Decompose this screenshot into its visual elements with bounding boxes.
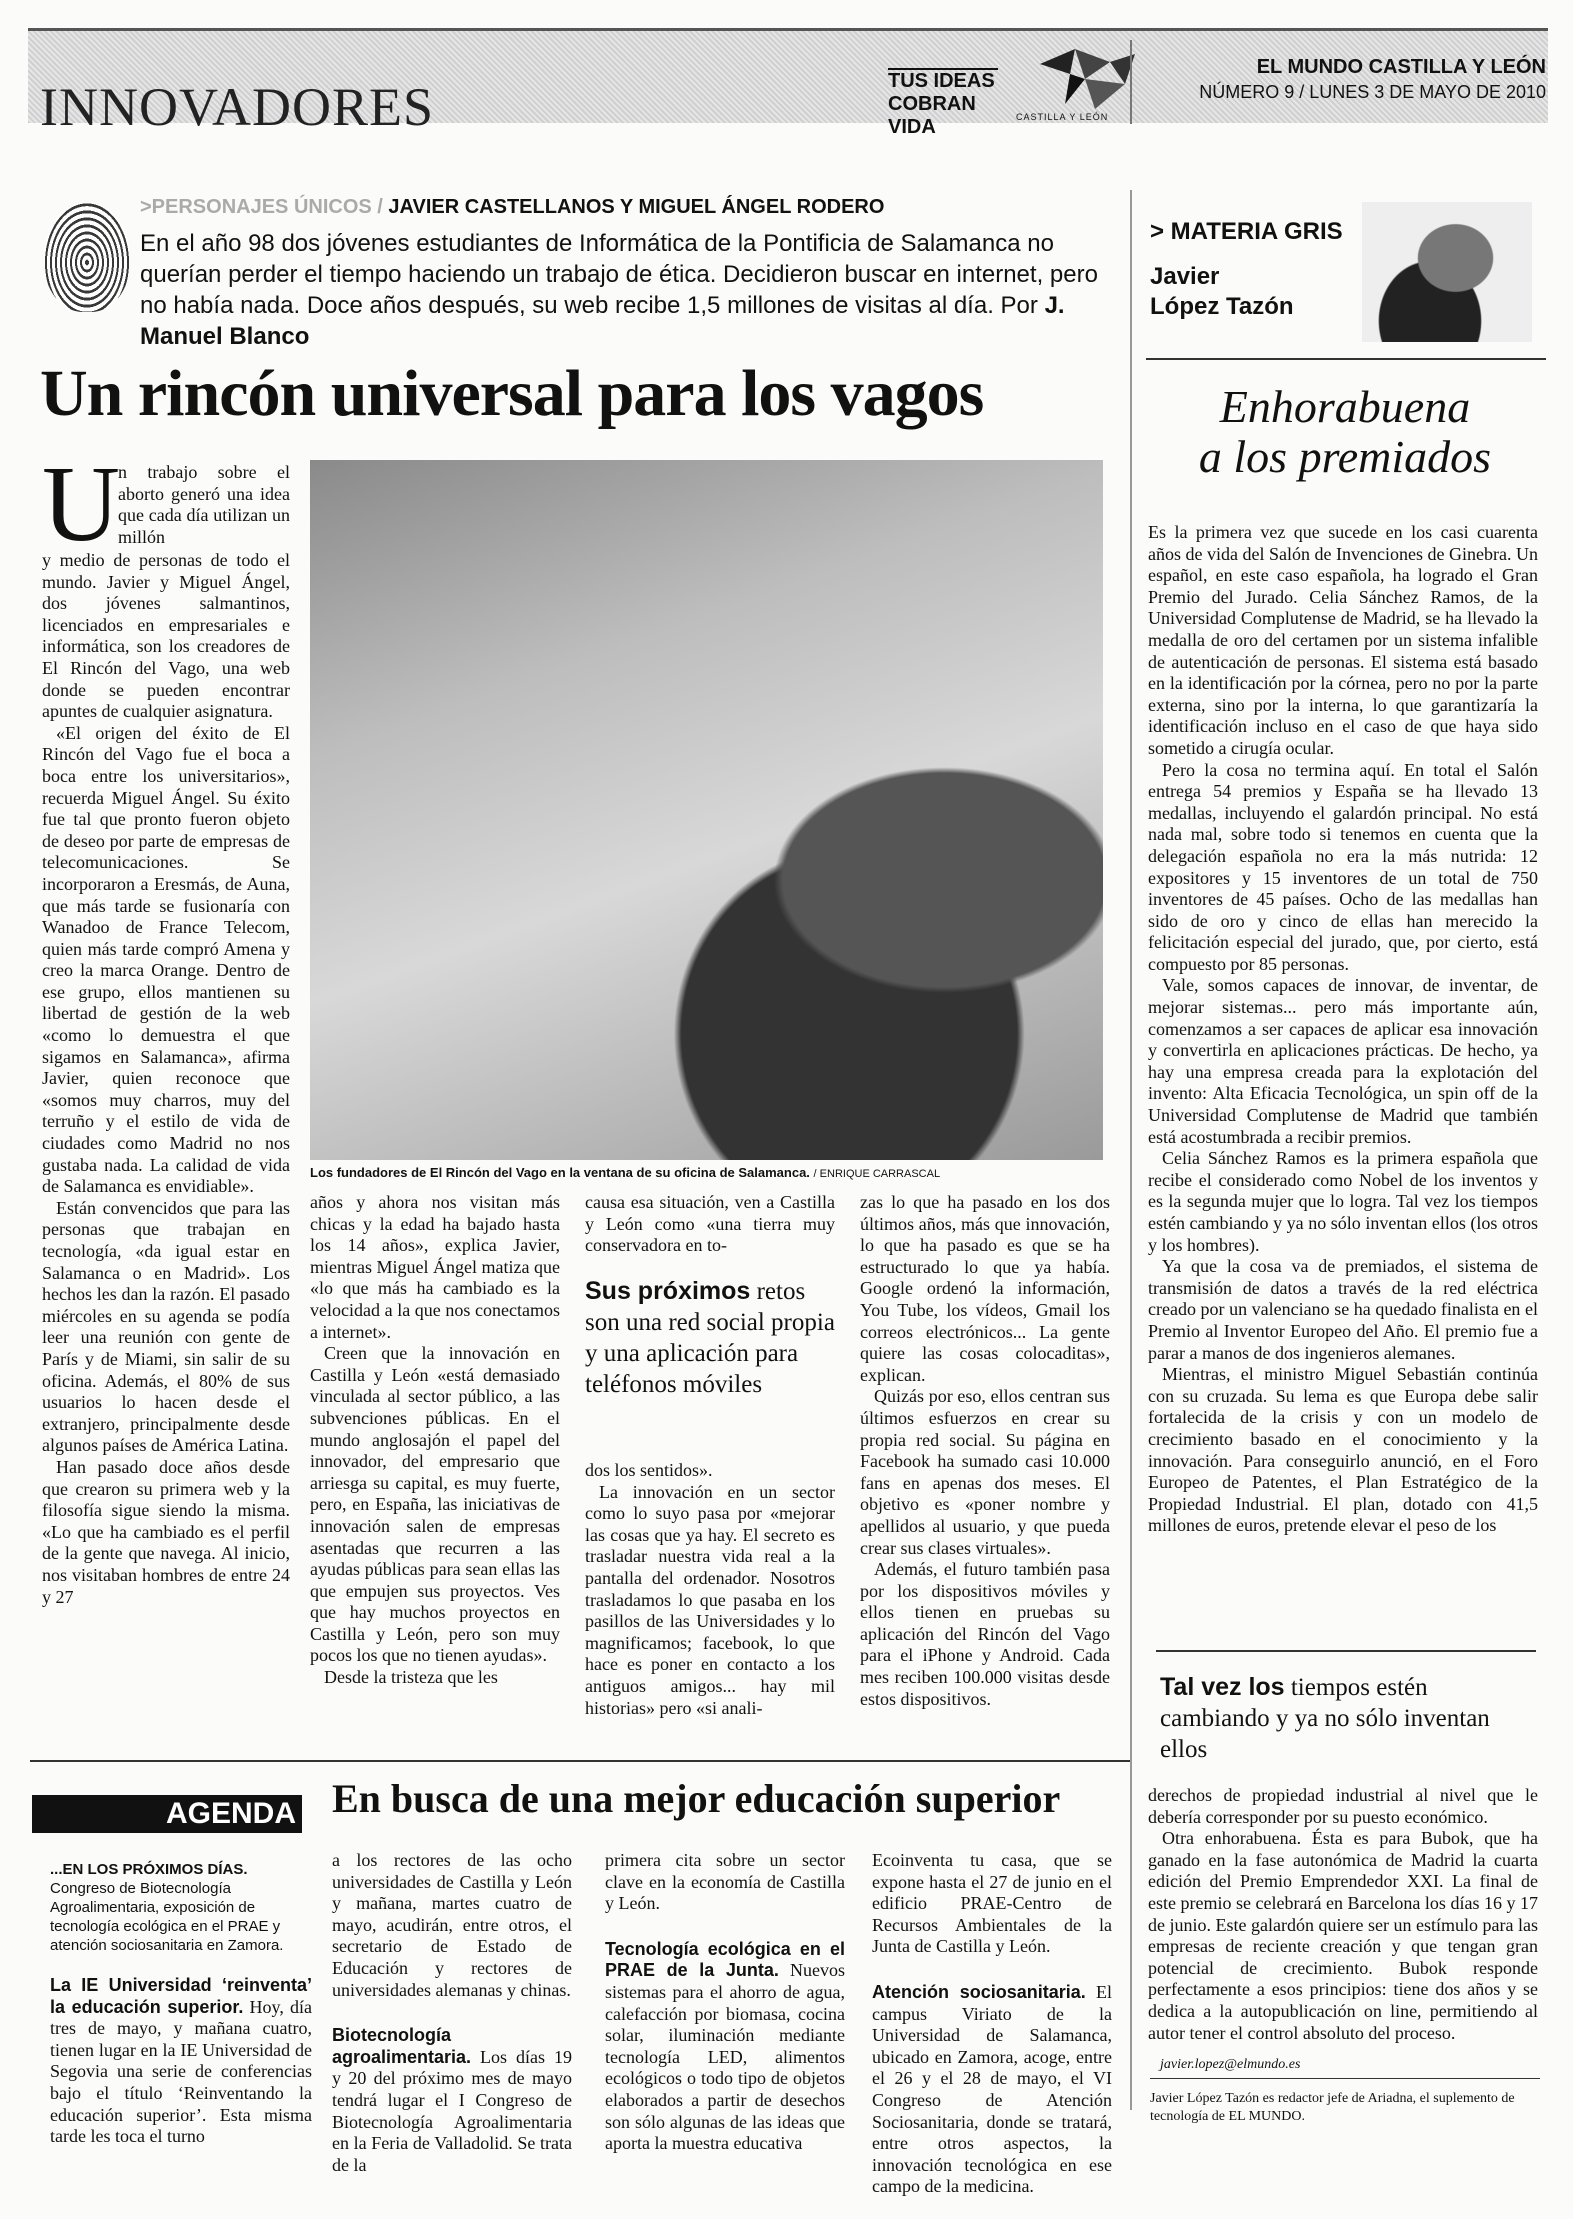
article-column-3: [585, 1192, 835, 1257]
paragraph: Vale, somos capaces de innovar, de inventar, de mejorar sistemas... pero más importante aún, comenzamos a ser capaces de aplicar esa innovación y convertirla en aplicaciones prácticas. De hecho, ya hay una empresa creada para la explotación del invento: Alta Eficacia Tecnológica, un spin off de la Universidad Complutense de Madrid que también está acostumbrada a recibir premios.: [1148, 975, 1538, 1147]
paragraph: Mientras, el ministro Miguel Sebastián continúa con su cruzada. Su lema es que Europa debe salir fortalecida de la crisis y con un modelo de crecimiento basado en el conocimiento y la innovación. Para conseguirlo anunció, en el Foro Europeo de Patentes, el Plan Estratégico de la Propiedad Industrial. El plan, dotado con 41,5 millones de euros, pretende elevar el peso de los: [1148, 1364, 1538, 1536]
author-photo: [1362, 202, 1532, 342]
pull-quote-text: retos son una red social propia y una aplicación para teléfonos móviles: [585, 1278, 835, 1398]
paragraph: Han pasado doce años desde que crearon su primera web y la filosofía sigue siendo la misma. «Lo que ha cambiado es el perfil de la gente que navega. Al inicio, nos visitaban hombres de entre 24 y 27: [42, 1456, 290, 1607]
logo-text: CASTILLA Y LEÓN: [1016, 112, 1109, 122]
photo-caption: [310, 1165, 1103, 1180]
author-last: López Tazón: [1150, 293, 1294, 320]
paragraph: La innovación en un sector como lo suyo pasa por «mejorar las cosas que ya hay. El secreto es trasladar nuestra vida real a la pantalla del ordenador. Nosotros trasladamos lo que pasaba en los pasillos de las Universidades y lo magnificamos; facebook, lo que hace es poner en contacto a los antiguos amigos... hay mil historias» pero «si anali-: [585, 1481, 835, 1718]
paragraph: Además, el futuro también pasa por los dispositivos móviles y ellos tienen en pruebas su aplicación del Rincón del Vago para el iPhone y Android. Cada mes reciben 100.000 visitas desde estos dispositivos.: [860, 1559, 1110, 1709]
paragraph: y medio de personas de todo el mundo. Javier y Miguel Ángel, dos jóvenes salmantinos, licenciados en empresariales e informática, son los creadores de El Rincón del Vago, una web donde se pueden encontrar apuntes de cualquier asignatura.: [42, 550, 290, 722]
agenda-column-1: [50, 1975, 312, 2148]
dek-text: En el año 98 dos jóvenes estudiantes de Informática de la Pontificia de Salamanca no querían perder el tiempo haciendo un trabajo de ética. Decidieron buscar en internet, pero no había nada. Doce años después, su web recibe 1,5 millones de visitas al día. Por: [140, 230, 1098, 319]
opinion-quote-text: tiempos estén cambiando y ya no sólo inventan ellos: [1160, 1674, 1490, 1763]
slogan: TUS IDEAS COBRAN VIDA: [888, 70, 995, 138]
agenda-text: primera cita sobre un sector clave en la economía de Castilla y León.: [605, 1850, 845, 1914]
agenda-intro-bold: ...EN LOS PRÓXIMOS DÍAS.: [50, 1861, 248, 1878]
section-title: INNOVADORES: [40, 77, 435, 137]
byline: J. Manuel Blanco: [140, 292, 1065, 350]
opinion-title: [1150, 382, 1540, 482]
pull-quote-bold: Sus próximos: [585, 1277, 751, 1305]
paragraph: Otra enhorabuena. Ésta es para Bubok, que ha ganado en la fase autonómica de Madrid la cuarta edición del Premio Emprendedor XXI. La final de este premio se celebrará en Barcelona los días 16 y 17 de junio. Este galardón quiere ser un estímulo para las empresas de reciente creación y que tengan gran potencial de crecimiento. Bubok responde perfectamente a esos principios: tiene dos años y se dedica a la autopublicación on line, permitiendo al autor tener el control absoluto del proceso.: [1148, 1828, 1538, 2043]
paragraph: zas lo que ha pasado en los dos últimos años, más que innovación, lo que ha pasado es que se ha estructurado lo que ya había. Google ordenó la información, You Tube, los vídeos, Gmail los correos electrónicos... La gente quiere las cosas colocaditas», explican.: [860, 1192, 1110, 1385]
header-divider: [1130, 40, 1132, 124]
paragraph: dos los sentidos».: [585, 1460, 713, 1480]
article-column-2: [310, 1192, 560, 1689]
opinion-quote-bold: Tal vez los: [1160, 1673, 1285, 1701]
agenda-subhead: Atención sociosanitaria.: [872, 1981, 1086, 2002]
drop-cap: U: [42, 445, 120, 564]
paragraph: Ya que la cosa va de premiados, el sistema de transmisión de datos a través de la red eléctrica creado por un valenciano se ha quedado finalista en el Premio al Inventor Europeo del Año. El premio fue a parar a manos de dos ingenieros alemanes.: [1148, 1256, 1538, 1363]
paragraph: Es la primera vez que sucede en los casi cuarenta años de vida del Salón de Invenciones de Ginebra. Un español, en este caso española, ha logrado el Gran Premio del Jurado. Celia Sánchez Ramos, de la Universidad Complutense de Madrid, se ha llevado la medalla de oro del certamen por un sistema infalible de autenticación de personas. El sistema está basado en la identificación por la córnea, pero no por la parte externa, sino por la interna, lo que garantizaría la identificación incluso en el caso de que haya sido sometido a cirugía ocular.: [1148, 522, 1538, 758]
agenda-intro-text: Congreso de Biotecnología Agroalimentaria, exposición de tecnología ecológica en el PRAE y atención sociosanitaria en Zamora.: [50, 1880, 284, 1954]
fingerprint-icon: [44, 202, 130, 312]
paragraph: Pero la cosa no termina aquí. En total el Salón entrega 54 premios y España se ha llevado 13 medallas, incluyendo el galardón principal. No está nada mal, sobre todo si tenemos en cuenta que la delegación española no era la más nutrida: 12 expositores y 15 inventores de un total de 750 inventores de 45 países. Ocho de las medallas han sido de oro y cinco de ellas han merecido la felicitación especial del jurado, que, por cierto, está compuesto por 85 personas.: [1148, 759, 1538, 974]
author-first: Javier: [1150, 263, 1220, 290]
agenda-column-2: [332, 1850, 572, 2176]
paragraph: Celia Sánchez Ramos es la primera española que recibe el considerado como Nobel de los inventos y es la segunda mujer que lo logra. Tal vez los tiempos estén cambiando y ya no sólo inventan ellos (los otros y los hombres).: [1148, 1148, 1538, 1255]
agenda-text: Nuevos sistemas para el ahorro de agua, calefacción por biomasa, cocina solar, iluminación mediante tecnología LED, alimentos ecológicos o todo tipo de objetos elaborados a partir de desechos son sólo algunas de las ideas que aporta la muestra educativa: [605, 1960, 846, 2154]
paragraph: Creen que la innovación en Castilla y León «está demasiado vinculada al sector público, a las subvenciones públicas. En el mundo anglosajón el papel del innovador, del empresario que arriesga su capital, es muy fuerte, pero, en España, las iniciativas de innovación salen de empresas asentadas que recurren a las ayudas públicas para sean ellas las que empujen sus proyectos. Ves que hay muchos proyectos en Castilla y León, pero son muy pocos los que no tienen ayudas».: [310, 1343, 560, 1666]
opinion-body: [1148, 522, 1538, 1537]
agenda-text: El campus Viriato de la Universidad de Salamanca, ubicado en Zamora, acoge, entre el 26 y el 28 de mayo, el VI Congreso de Atención Sociosanitaria, donde se tratará, entre otros aspectos, la innovación tecnológica en ese campo de la medicina.: [872, 1981, 1112, 2197]
agenda-text: Los días 19 y 20 del próximo mes de mayo tendrá lugar el I Congreso de Biotecnología Agroalimentaria en la Feria de Valladolid. Se trata de la: [332, 2046, 573, 2175]
article-column-3b: [585, 1460, 835, 1719]
col1-lead: n trabajo sobre el aborto generó una idea que cada día utilizan un millón: [118, 462, 290, 547]
agenda-subhead: La IE Universidad ‘reinventa’ la educación superior.: [50, 1975, 312, 2017]
paragraph: Están convencidos que para las personas que trabajan en tecnología, «da igual estar en Salamanca o en Madrid». Los hechos les dan la razón. El pasado miércoles en su agenda se podía leer una reunión con gente de París y de Miami, sin salir de su oficina. Además, el 80% de sus usuarios lo hacen desde el extranjero, principalmente desde algunos países de América Latina.: [42, 1197, 290, 1456]
article-dek: [140, 228, 1105, 352]
photo-credit: / ENRIQUE CARRASCAL: [813, 1168, 941, 1180]
article-kicker: [140, 196, 884, 219]
kicker-tag: >PERSONAJES ÚNICOS /: [140, 196, 383, 218]
issue-line: NÚMERO 9 / LUNES 3 DE MAYO DE 2010: [1199, 82, 1546, 102]
caption-text: Los fundadores de El Rincón del Vago en la ventana de su oficina de Salamanca.: [310, 1165, 810, 1180]
sign-rule: [1150, 2078, 1540, 2079]
agenda-tag: AGENDA: [32, 1795, 302, 1833]
paragraph: causa esa situación, ven a Castilla y León como «una tierra muy conservadora en to-: [585, 1192, 835, 1256]
opinion-kicker-text: > MATERIA GRIS: [1150, 218, 1343, 245]
opinion-title-line: Enhorabuena: [1219, 381, 1471, 432]
article-column-4: [860, 1192, 1110, 1710]
paragraph: «El origen del éxito de El Rincón del Vago fue el boca a boca entre los universitarios», recuerda Miguel Ángel. Su éxito fue tal que pronto fueron objeto de deseo por parte de empresas de telecomunicaciones. Se incorporaron a Eresmás, de Auna, que más tarde se fusionaría con Wanadoo de France Telecom, quien más tarde compró Amena y creo la marca Orange. Dentro de ese grupo, ellos mantienen su libertad de gestión de la web «como lo demuestra el que sigamos en Salamanca», afirma Javier, quien reconoce que «somos muy charros, muy del terruño y el estilo de vida de ciudades como Madrid no nos gustaba nada. La calidad de vida de Salamanca es envidiable».: [42, 722, 290, 1197]
agenda-rule: [30, 1760, 1130, 1762]
opinion-title-line: a los premiados: [1198, 431, 1492, 482]
agenda-column-4: [872, 1850, 1112, 2198]
agenda-text: Hoy, día tres de mayo, y mañana cuatro, tienen lugar en la IE Universidad de Segovia una serie de conferencias bajo el título ‘Reinventando la educación superior’. Esta misma tarde les toca el turno: [50, 1996, 312, 2147]
agenda-subhead: Tecnología ecológica en el PRAE de la Junta.: [605, 1938, 845, 1981]
author-signature: Javier López Tazón es redactor jefe de Ariadna, el suplemento de tecnología de EL MUNDO.: [1150, 2091, 1515, 2124]
author-email[interactable]: javier.lopez@elmundo.es: [1160, 2057, 1301, 2072]
opinion-pull-quote: [1160, 1672, 1540, 1765]
paragraph: Quizás por eso, ellos centran sus últimos esfuerzos en crear su propia red social. Su página en Facebook ha sumado casi 10.000 fans en apenas dos meses. El objetivo es «poner nombre y apellidos al usuario, y que pueda crear sus clases virtuales».: [860, 1386, 1110, 1558]
paragraph: derechos de propiedad industrial al nivel que le debería corresponder por su puesto económico.: [1148, 1785, 1538, 1827]
agenda-text: Ecoinventa tu casa, que se expone hasta el 27 de junio en el edificio PRAE-Centro de Recursos Ambientales de la Junta de Castilla y León.: [872, 1850, 1112, 1957]
castilla-leon-logo-icon: [1030, 44, 1140, 114]
paragraph: años y ahora nos visitan más chicas y la edad ha bajado hasta los 14 años», explica Javier, mientras Miguel Ángel matiza que «lo que más ha cambiado es la velocidad a la que nos conectamos a internet».: [310, 1192, 560, 1342]
column-divider: [1130, 190, 1132, 2110]
article-column-1: [42, 550, 290, 1608]
agenda-headline: En busca de una mejor educación superior: [332, 1776, 1061, 1821]
quote-rule: [1156, 1650, 1536, 1652]
opinion-author: [1150, 262, 1294, 322]
opinion-kicker: [1150, 218, 1343, 246]
opinion-body-continued: [1148, 1785, 1538, 2044]
agenda-subhead: Biotecnología agroalimentaria.: [332, 2025, 472, 2067]
opinion-rule: [1146, 358, 1546, 360]
kicker-names: JAVIER CASTELLANOS Y MIGUEL ÁNGEL RODERO: [388, 196, 885, 218]
agenda-text: a los rectores de las ocho universidades de Castilla y León y mañana, martes cuatro de mayo, acudirán, entre otros, el secretario de Estado de Educación y rectores de universidades alemanas y chinas.: [332, 1850, 572, 2000]
article-photo: [310, 460, 1103, 1160]
agenda-column-3: [605, 1850, 845, 2155]
paragraph: Desde la tristeza que les: [324, 1667, 498, 1688]
article-headline: Un rincón universal para los vagos: [40, 357, 984, 430]
agenda-intro: [50, 1860, 310, 1955]
pull-quote: [585, 1276, 835, 1400]
paper-name: EL MUNDO CASTILLA Y LEÓN: [1256, 56, 1546, 78]
